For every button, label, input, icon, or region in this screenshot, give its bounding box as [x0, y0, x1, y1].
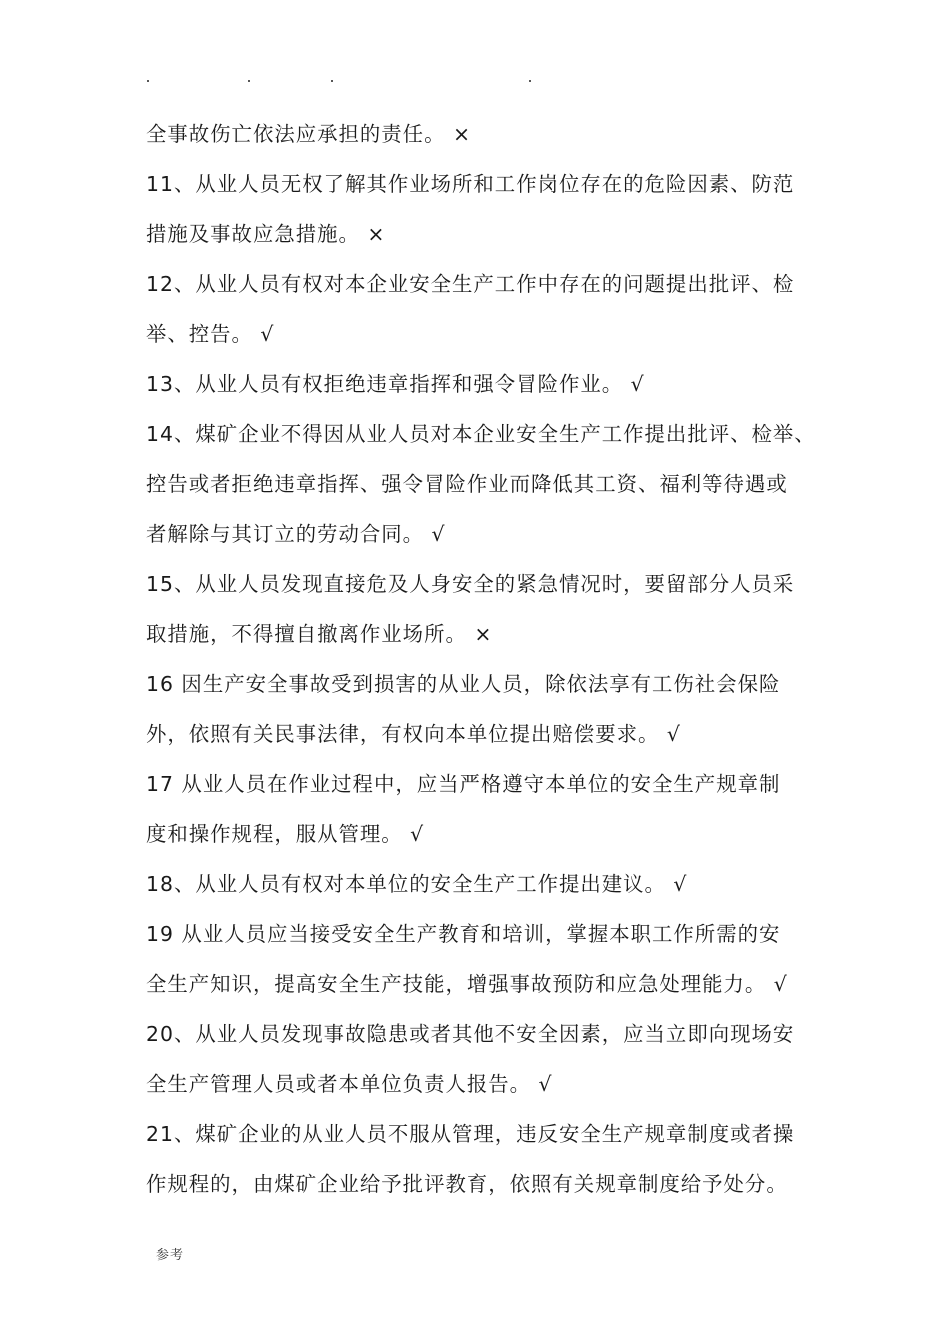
text-line: 20、从业人员发现事故隐患或者其他不安全因素，应当立即向现场安: [146, 1022, 795, 1046]
text-line: 举、控告。 √: [146, 322, 275, 346]
text-line: 全生产管理人员或者本单位负责人报告。 √: [146, 1072, 553, 1096]
text-line: 者解除与其订立的劳动合同。 √: [146, 522, 446, 546]
text-line: 21、煤矿企业的从业人员不服从管理，违反安全生产规章制度或者操: [146, 1122, 795, 1146]
text-line: 19 从业人员应当接受安全生产教育和培训，掌握本职工作所需的安: [146, 922, 781, 946]
text-line: 13、从业人员有权拒绝违章指挥和强令冒险作业。 √: [146, 372, 645, 396]
text-line: 作规程的，由煤矿企业给予批评教育，依照有关规章制度给予处分。: [146, 1172, 788, 1196]
text-line: 全事故伤亡依法应承担的责任。 ×: [146, 122, 472, 146]
text-line: 11、从业人员无权了解其作业场所和工作岗位存在的危险因素、防范: [146, 172, 795, 196]
text-line: 控告或者拒绝违章指挥、强令冒险作业而降低其工资、福利等待遇或: [146, 472, 788, 496]
text-line: 度和操作规程，服从管理。 √: [146, 822, 425, 846]
text-line: 18、从业人员有权对本单位的安全生产工作提出建议。 √: [146, 872, 688, 896]
text-line: 14、煤矿企业不得因从业人员对本企业安全生产工作提出批评、检举、: [146, 422, 816, 446]
header-dot: [529, 80, 531, 82]
text-line: 外，依照有关民事法律，有权向本单位提出赔偿要求。 √: [146, 722, 681, 746]
text-line: 17 从业人员在作业过程中，应当严格遵守本单位的安全生产规章制: [146, 772, 781, 796]
footer-label: 参考: [156, 1248, 185, 1263]
text-line: 取措施，不得擅自撤离作业场所。 ×: [146, 622, 493, 646]
text-line: 16 因生产安全事故受到损害的从业人员，除依法享有工伤社会保险: [146, 672, 781, 696]
text-line: 12、从业人员有权对本企业安全生产工作中存在的问题提出批评、检: [146, 272, 795, 296]
text-line: 15、从业人员发现直接危及人身安全的紧急情况时，要留部分人员采: [146, 572, 795, 596]
text-line: 措施及事故应急措施。 ×: [146, 222, 386, 246]
header-dots: [0, 72, 950, 92]
document-body: [146, 116, 826, 1216]
header-dot: [331, 80, 333, 82]
text-line: 全生产知识，提高安全生产技能，增强事故预防和应急处理能力。 √: [146, 972, 788, 996]
header-dot: [248, 80, 250, 82]
header-dot: [147, 80, 149, 82]
